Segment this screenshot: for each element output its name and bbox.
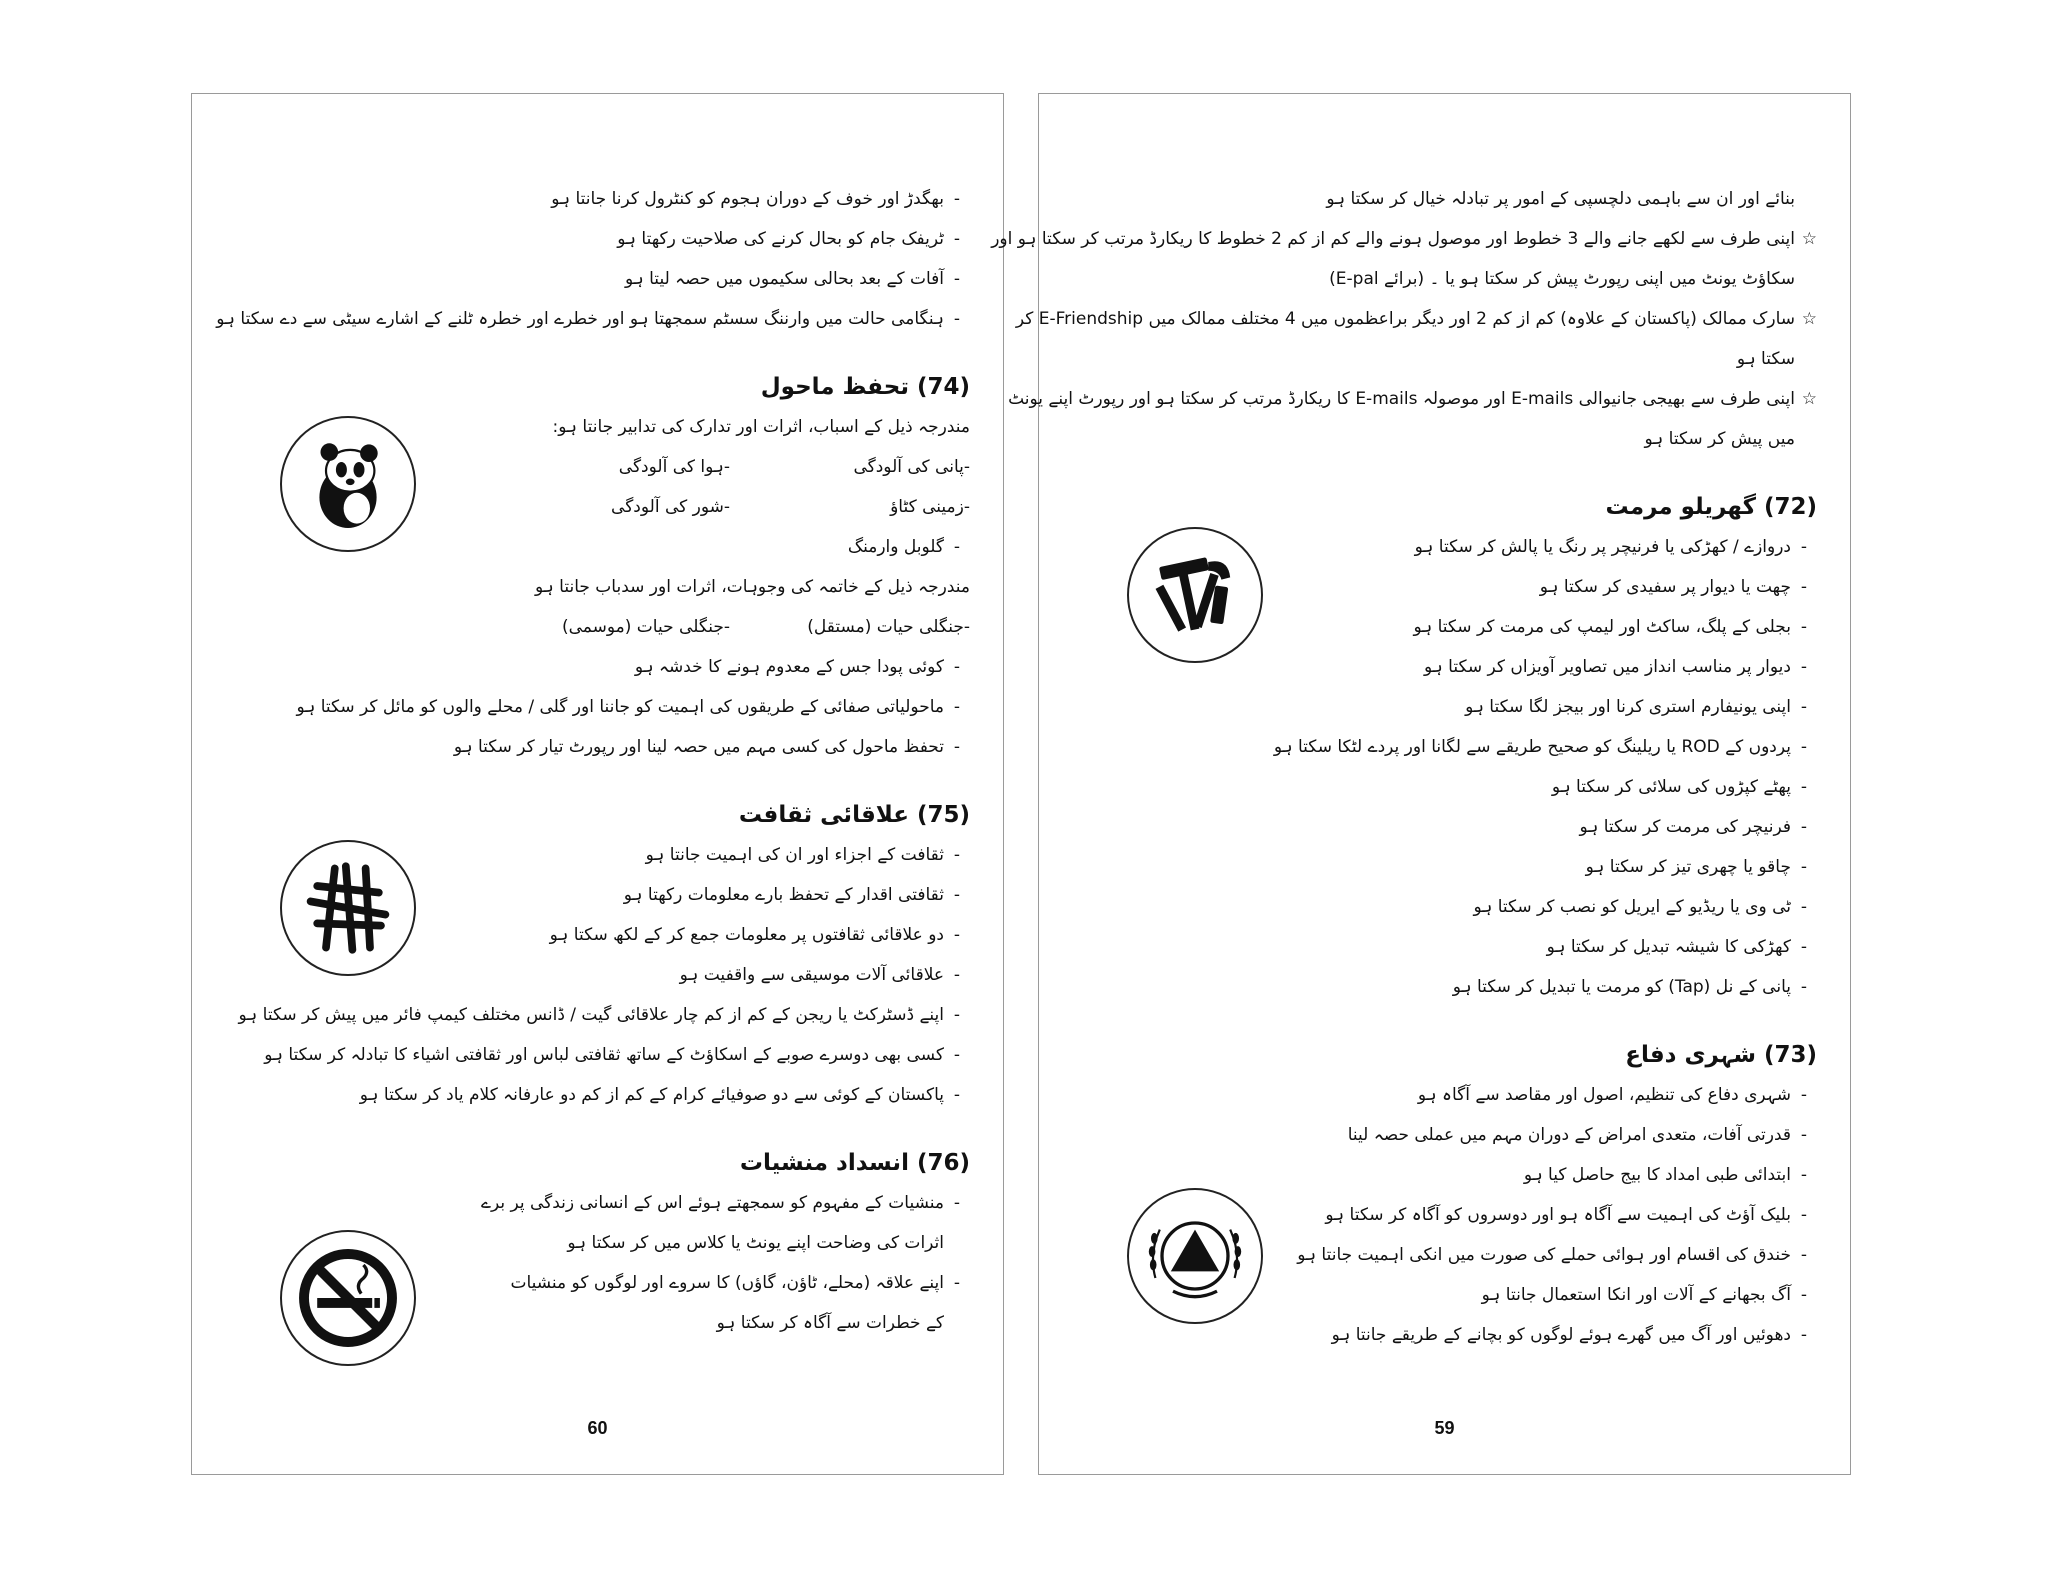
list-item: -اپنے ڈسٹرکٹ یا ریجن کے کم از کم چار علاقائی گیت / ڈانس مختلف کیمپ فائر میں پیش کر سکتا ہو [238, 1005, 961, 1025]
list-item: -کھڑکی کا شیشہ تبدیل کر سکتا ہو [1546, 937, 1808, 957]
list-item: -دو علاقائی ثقافتوں پر معلومات جمع کر کے لکھ سکتا ہو [549, 925, 961, 945]
list-row: -پانی کی آلودگی -ہوا کی آلودگی [618, 457, 970, 477]
list-item: ☆ اپنی طرف سے بھیجی جانیوالی E-mails اور موصولہ E-mails کا ریکارڈ مرتب کر سکتا ہو اور رپورٹ اپنے یونٹ [1097, 379, 1817, 419]
list-item: -ٹریفک جام کو بحال کرنے کی صلاحیت رکھتا ہو [617, 229, 961, 249]
list-item: -آفات کے بعد بحالی سکیموں میں حصہ لیتا ہو [624, 269, 961, 289]
list-item: -بجلی کے پلگ، ساکٹ اور لیمپ کی مرمت کر سکتا ہو [1413, 617, 1808, 637]
civil-defence-icon [1127, 1188, 1263, 1324]
list-item: -پھٹے کپڑوں کی سلائی کر سکتا ہو [1551, 777, 1808, 797]
list-item: -فرنیچر کی مرمت کر سکتا ہو [1579, 817, 1808, 837]
list-item-continued: کے خطرات سے آگاہ کر سکتا ہو [716, 1313, 944, 1333]
section-72-title: (72) گھریلو مرمت [1605, 494, 1817, 520]
list-item: -دیوار پر مناسب انداز میں تصاویر آویزاں کر سکتا ہو [1424, 657, 1808, 677]
page-59-content [991, 179, 1817, 1355]
page-60 [191, 93, 1004, 1475]
list-item: -اپنی یونیفارم استری کرنا اور بیجز لگا سکتا ہو [1465, 697, 1808, 717]
list-item: شور کی آلودگی [611, 497, 724, 517]
list-item: -دھوئیں اور آگ میں گھرے ہوئے لوگوں کو بچانے کے طریقے جانتا ہو [1331, 1325, 1808, 1345]
list-item: -پاکستان کے کوئی سے دو صوفیائے کرام کے کم از کم دو عارفانہ کلام یاد کر سکتا ہو [359, 1085, 961, 1105]
list-item: -چاقو یا چھری تیز کر سکتا ہو [1585, 857, 1808, 877]
list-row: -جنگلی حیات (مستقل) -جنگلی حیات (موسمی) [562, 617, 970, 637]
list-row: -زمینی کٹاؤ -شور کی آلودگی [611, 497, 970, 517]
list-item: -ابتدائی طبی امداد کا بیج حاصل کیا ہو [1523, 1165, 1808, 1185]
list-item: -منشیات کے مفہوم کو سمجھتے ہوئے اس کے انسانی زندگی پر برے [480, 1193, 961, 1213]
list-item: ☆ اپنی طرف سے لکھے جانے والے 3 خطوط اور موصول ہونے والے کم از کم 2 خطوط کا ریکارڈ مرتب کر سکتا ہو اور [1097, 219, 1817, 259]
list-item: -ثقافتی اقدار کے تحفظ بارے معلومات رکھتا ہو [623, 885, 961, 905]
list-item: -ماحولیاتی صفائی کے طریقوں کی اہمیت کو جاننا اور گلی / محلے والوں کو مائل کر سکتا ہو [296, 697, 961, 717]
list-item: پانی کی آلودگی [853, 457, 964, 477]
list-item: -آگ بجھانے کے آلات اور انکا استعمال جانتا ہو [1481, 1285, 1808, 1305]
list-item: -ہنگامی حالت میں وارننگ سسٹم سمجھتا ہو اور خطرے اور خطرہ ٹلنے کے اشارے سیٹی سے دے سکتا ہو [216, 309, 961, 329]
list-item: جنگلی حیات (مستقل) [807, 617, 964, 637]
list-item: -گلوبل وارمنگ [847, 537, 961, 557]
list-item: -ثقافت کے اجزاء اور ان کی اہمیت جانتا ہو [645, 845, 961, 865]
list-item: -چھت یا دیوار پر سفیدی کر سکتا ہو [1539, 577, 1808, 597]
list-item: -دروازے / کھڑکی یا فرنیچر پر رنگ یا پالش کر سکتا ہو [1414, 537, 1808, 557]
section-75-title: (75) علاقائی ثقافت [738, 802, 970, 828]
page-number: 60 [587, 1418, 608, 1438]
list-item: -قدرتی آفات، متعدی امراض کے دوران مہم میں عملی حصہ لینا [1347, 1125, 1808, 1145]
list-item: -تحفظ ماحول کی کسی مہم میں حصہ لینا اور رپورٹ تیار کر سکتا ہو [453, 737, 961, 757]
list-item: -اپنے علاقہ (محلے، ٹاؤن، گاؤں) کا سروے اور لوگوں کو منشیات [510, 1273, 961, 1293]
page-60-content [216, 179, 970, 1343]
section-76-title: (76) انسداد منشیات [739, 1150, 970, 1176]
no-smoking-icon [280, 1230, 416, 1366]
list-item-continued: اثرات کی وضاحت اپنے یونٹ یا کلاس میں کر سکتا ہو [567, 1233, 944, 1253]
list-item: -بھگدڑ اور خوف کے دوران ہجوم کو کنٹرول کرنا جانتا ہو [551, 189, 961, 209]
intro-line: بنائے اور ان سے باہمی دلچسپی کے امور پر تبادلہ خیال کر سکتا ہو [1326, 189, 1795, 209]
list-item: ☆ سارک ممالک (پاکستان کے علاوہ) کم از کم 2 اور دیگر براعظموں میں 4 مختلف ممالک میں E-Friendship کر [1097, 299, 1817, 339]
star-icon: ☆ [1801, 309, 1817, 329]
list-item: زمینی کٹاؤ [890, 497, 964, 517]
list-item-continued: سکاؤٹ یونٹ میں اپنی رپورٹ پیش کر سکتا ہو یا ۔ (برائے E-pal) [1329, 269, 1795, 289]
section-74-lead: مندرجہ ذیل کے اسباب، اثرات اور تدارک کی تدابیر جانتا ہو: [552, 417, 970, 437]
list-item: ہوا کی آلودگی [618, 457, 724, 477]
list-item: جنگلی حیات (موسمی) [562, 617, 724, 637]
list-item: -خندق کی اقسام اور ہوائی حملے کی صورت میں انکی اہمیت جانتا ہو [1297, 1245, 1808, 1265]
section-73-title: (73) شہری دفاع [1625, 1042, 1817, 1068]
list-item-continued: میں پیش کر سکتا ہو [1644, 429, 1795, 449]
star-icon: ☆ [1801, 389, 1817, 409]
list-item: -پانی کے نل (Tap) کو مرمت یا تبدیل کر سکتا ہو [1452, 977, 1808, 997]
list-item: -کوئی پودا جس کے معدوم ہونے کا خدشہ ہو [634, 657, 961, 677]
section-74-title: (74) تحفظ ماحول [760, 374, 970, 400]
panda-icon [280, 416, 416, 552]
star-icon: ☆ [1801, 229, 1817, 249]
list-item: -ٹی وی یا ریڈیو کے ایریل کو نصب کر سکتا ہو [1473, 897, 1808, 917]
tools-icon [1127, 527, 1263, 663]
page-59 [991, 93, 1851, 1475]
list-item-continued: سکتا ہو [1736, 349, 1795, 369]
page-number: 59 [1434, 1418, 1455, 1438]
list-item: -شہری دفاع کی تنظیم، اصول اور مقاصد سے آگاہ ہو [1417, 1085, 1808, 1105]
list-item: -بلیک آؤٹ کی اہمیت سے آگاہ ہو اور دوسروں کو آگاہ کر سکتا ہو [1325, 1205, 1808, 1225]
crossed-sticks-icon [280, 840, 416, 976]
list-item: -علاقائی آلات موسیقی سے واقفیت ہو [679, 965, 961, 985]
section-74-lead-2: مندرجہ ذیل کے خاتمہ کی وجوہات، اثرات اور سدباب جانتا ہو [535, 577, 970, 597]
list-item: -کسی بھی دوسرے صوبے کے اسکاؤٹ کے ساتھ ثقافتی لباس اور ثقافتی اشیاء کا تبادلہ کر سکتا ہو [264, 1045, 961, 1065]
list-item: -پردوں کے ROD یا ریلینگ کو صحیح طریقے سے لگانا اور پردے لٹکا سکتا ہو [1273, 737, 1808, 757]
